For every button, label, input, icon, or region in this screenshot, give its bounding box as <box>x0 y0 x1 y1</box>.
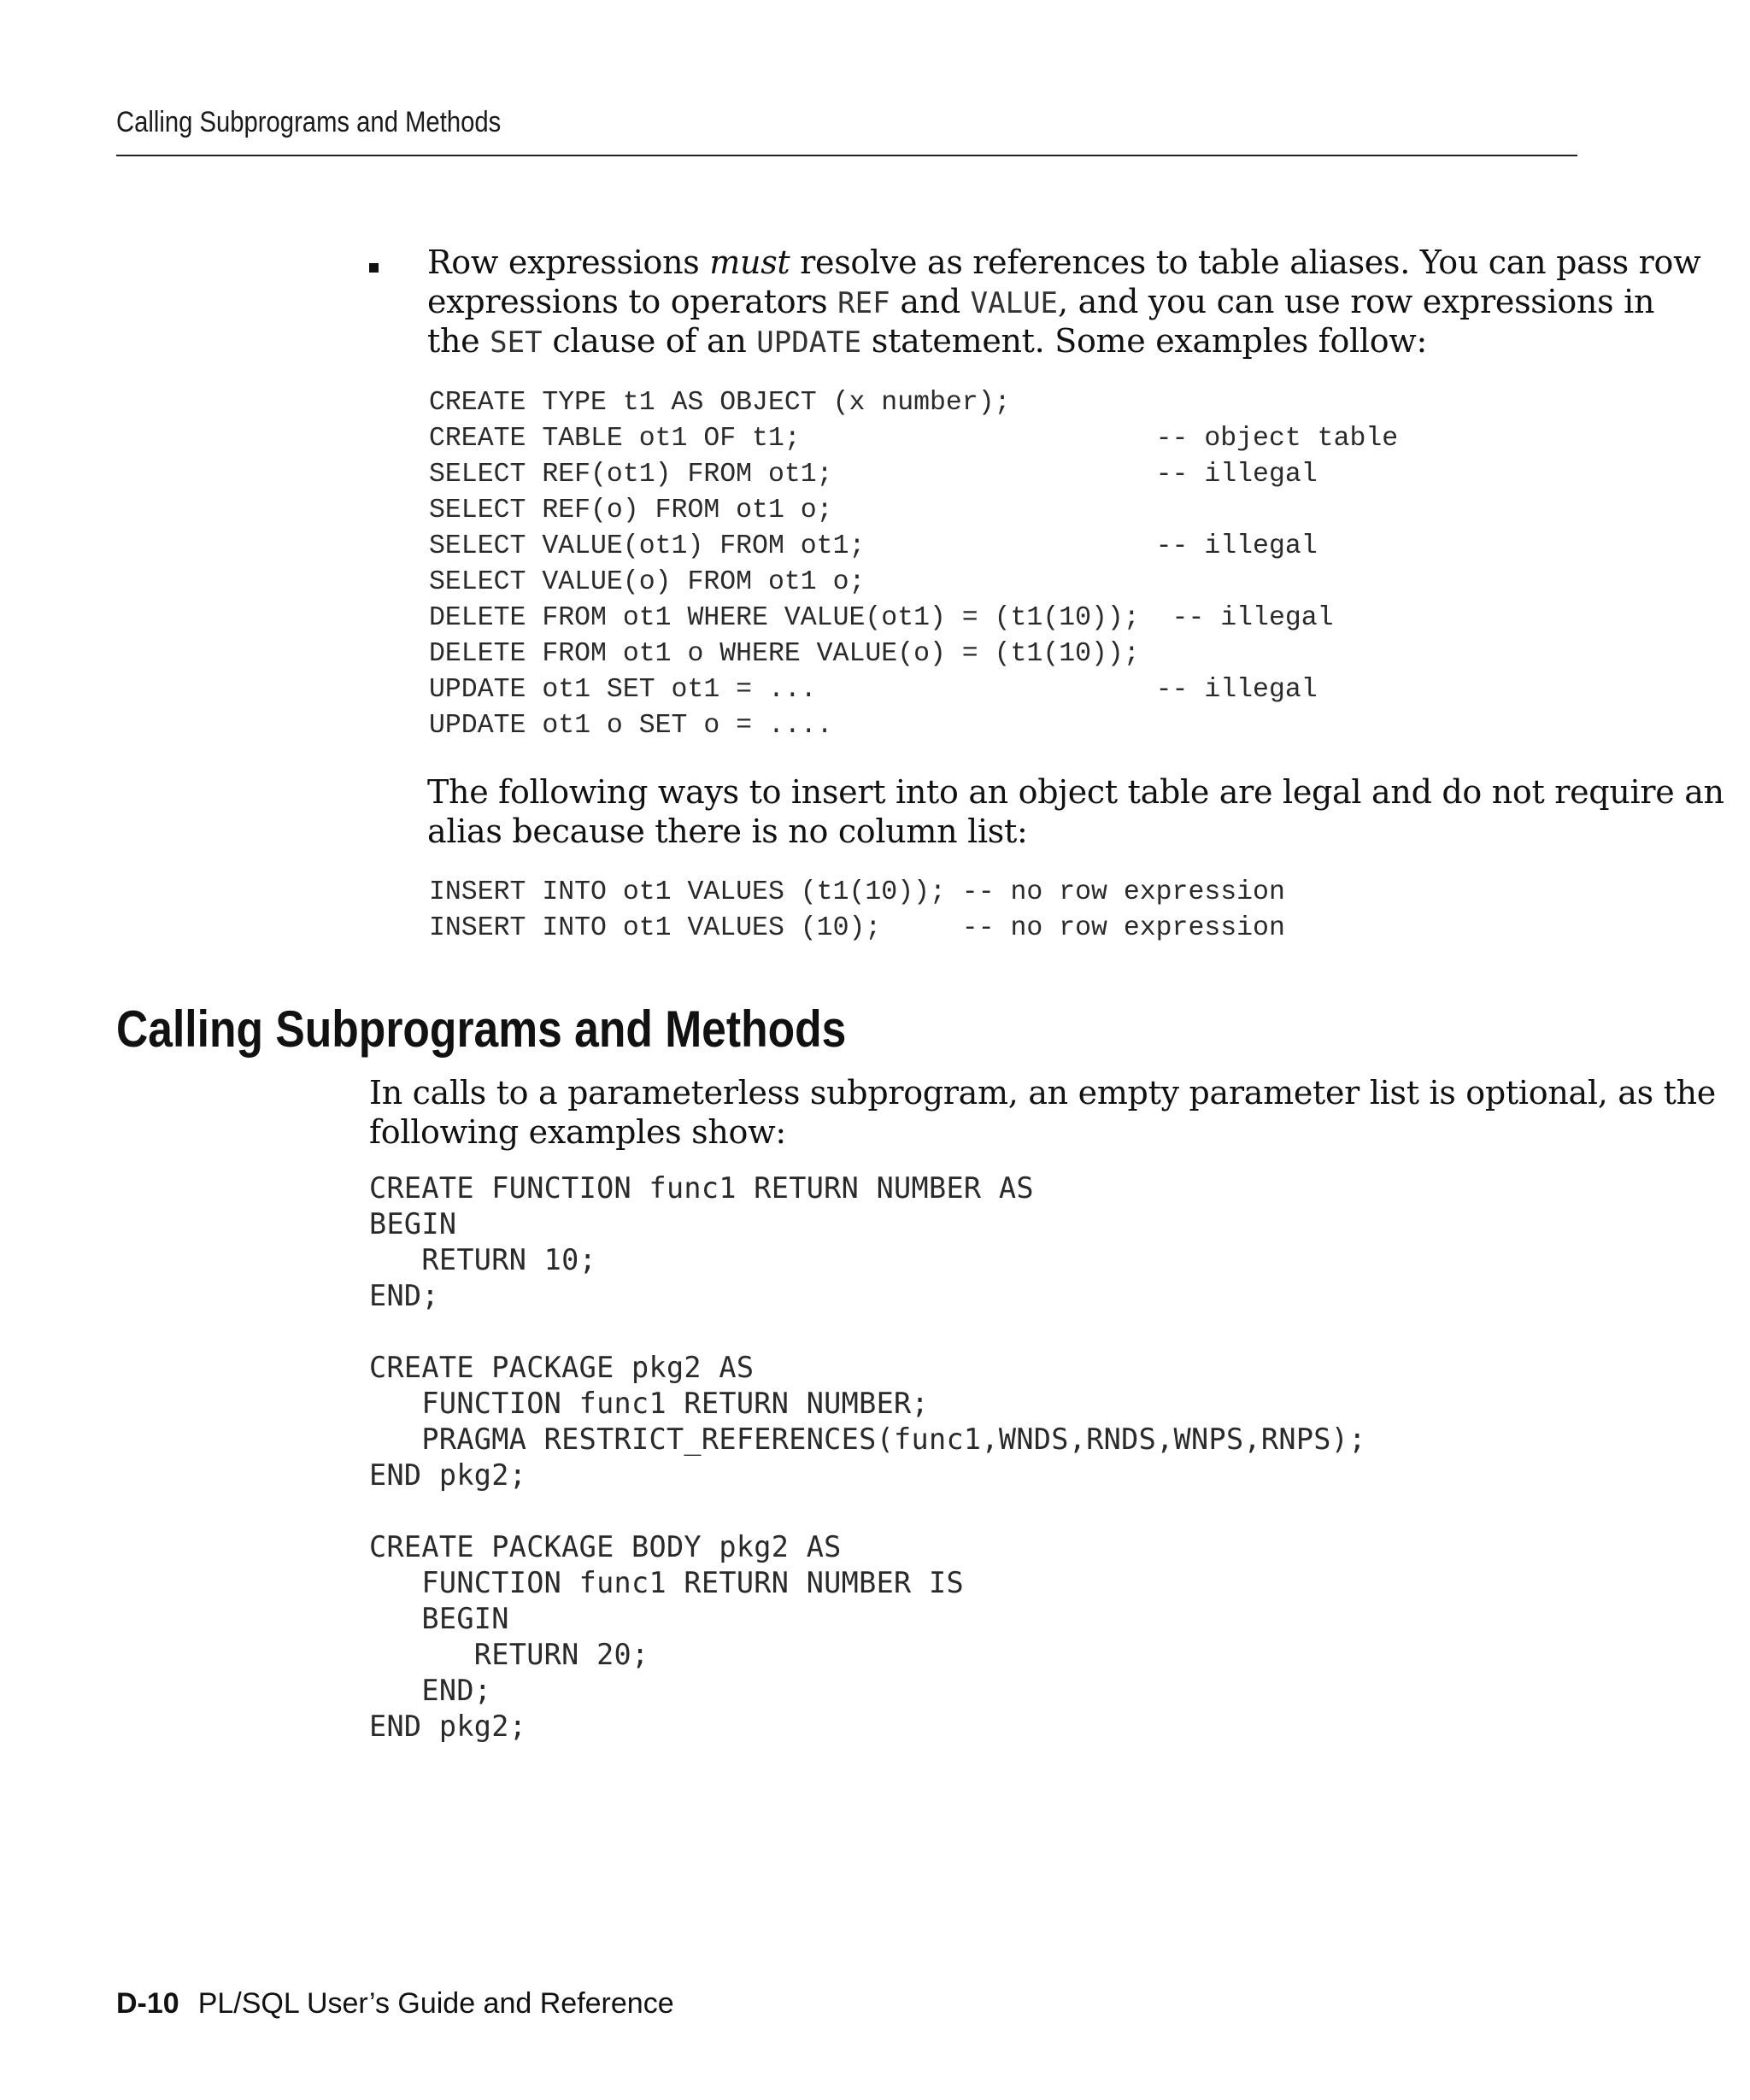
inline-code-value: VALUE <box>970 286 1059 320</box>
bullet-line-1-start: Row expressions <box>427 243 710 281</box>
section-intro-line-1: In calls to a parameterless subprogram, an empty parameter list is optional, as the <box>369 1074 1716 1112</box>
insert-paragraph-line-2: alias because there is no column list: <box>427 812 1028 850</box>
insert-paragraph-line-1: The following ways to insert into an object table are legal and do not require an <box>427 773 1724 811</box>
inline-code-set: SET <box>490 326 543 360</box>
page-footer <box>116 1987 674 2021</box>
code-example-insert: INSERT INTO ot1 VALUES (t1(10)); -- no row expression INSERT INTO ot1 VALUES (10); -- no row expression <box>429 877 1285 943</box>
running-header: Calling Subprograms and Methods <box>116 106 502 138</box>
section-heading: Calling Subprograms and Methods <box>116 1000 847 1058</box>
bullet-square-icon <box>369 263 379 273</box>
book-title: PL/SQL User’s Guide and Reference <box>197 1987 674 2020</box>
bullet-line-3 <box>427 321 1427 362</box>
bullet-line-1-end: resolve as references to table aliases. You can pass row <box>790 243 1701 281</box>
inline-code-ref: REF <box>837 286 890 320</box>
bullet-line-3-end: statement. Some examples follow: <box>861 322 1428 360</box>
bullet-line-3-start: the <box>427 322 490 360</box>
header-rule <box>116 155 1577 156</box>
code-example-row-expressions: CREATE TYPE t1 AS OBJECT (x number); CREATE TABLE ot1 OF t1; -- object table SELECT REF(ot1) FROM ot1; -- illegal SELECT REF(o) FROM ot1 o; SELECT VALUE(ot1) FROM ot1; -- illegal SELECT VALUE(o) FROM ot1 o; DELETE FROM ot1 WHERE VALUE(ot1) = (t1(10)); -- illegal DELETE FROM ot1 o WHERE VALUE(o) = (t1(10)); UPDATE ot1 SET ot1 = ... -- illegal UPDATE ot1 o SET o = .... <box>429 388 1399 741</box>
emphasis-must: must <box>709 243 790 281</box>
bullet-line-1 <box>427 243 1700 282</box>
bullet-line-2 <box>427 282 1654 323</box>
section-intro-line-2: following examples show: <box>369 1113 786 1151</box>
page-number: D-10 <box>116 1987 179 2020</box>
code-example-subprograms: CREATE FUNCTION func1 RETURN NUMBER AS BEGIN RETURN 10; END; CREATE PACKAGE pkg2 AS FUNCTION func1 RETURN NUMBER; PRAGMA RESTRICT_REFERENCES(func1,WNDS,RNDS,WNPS,RNPS); END pkg2; CREATE PACKAGE BODY pkg2 AS FUNCTION func1 RETURN NUMBER IS BEGIN RETURN 20; END; END pkg2; <box>369 1171 1366 1743</box>
bullet-line-2-end: , and you can use row expressions in <box>1058 283 1655 320</box>
bullet-line-3-mid: clause of an <box>542 322 757 360</box>
bullet-line-2-start: expressions to operators <box>427 283 838 320</box>
bullet-line-2-mid: and <box>890 283 971 320</box>
inline-code-update: UPDATE <box>756 326 862 360</box>
